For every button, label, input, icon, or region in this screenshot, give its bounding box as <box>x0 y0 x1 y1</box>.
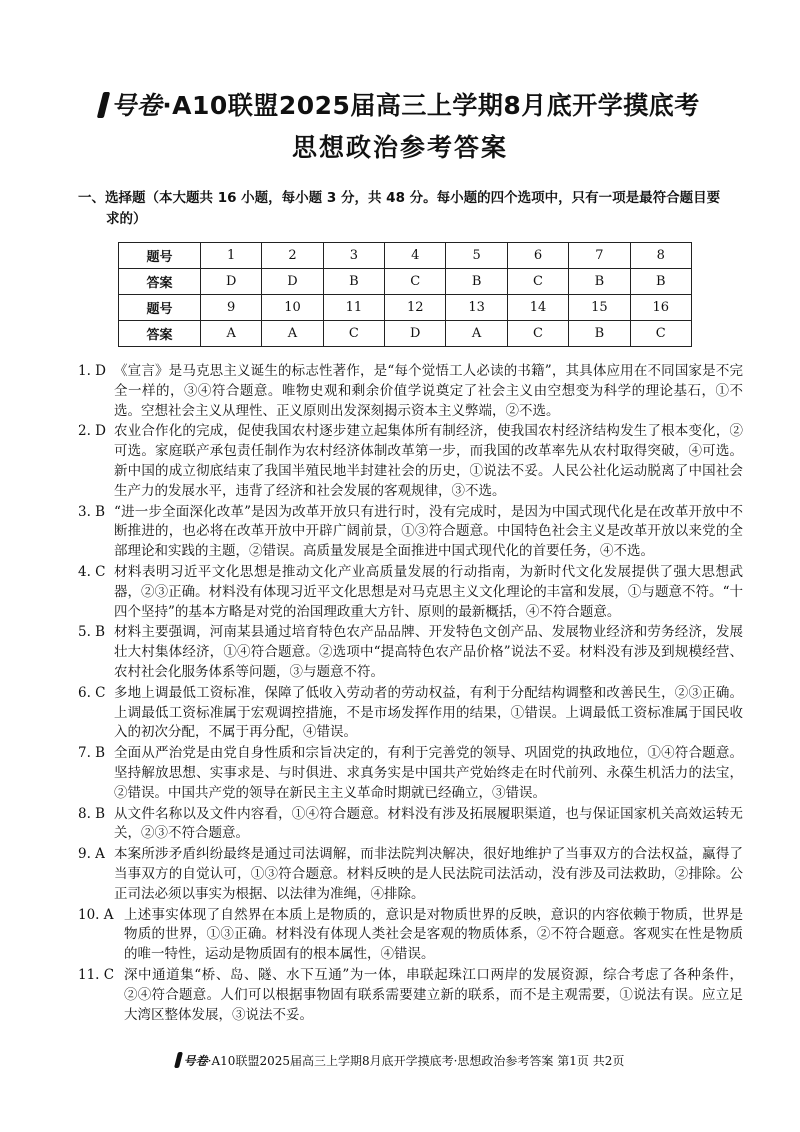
answer-table <box>118 242 692 347</box>
item-text: 从文件名称以及文件内容看，①④符合题意。材料没有涉及拓展履职渠道，也与保证国家机关高效运转无关，②③不符合题意。 <box>114 805 743 842</box>
section-heading-line2: 求的） <box>106 211 147 227</box>
item-number: 8. B <box>78 805 106 822</box>
table-cell: 1 <box>201 243 262 269</box>
list-item <box>78 744 743 803</box>
list-item <box>78 422 743 501</box>
table-cell: 6 <box>507 243 568 269</box>
row-header: 答案 <box>119 269 201 295</box>
title-main: ·A10联盟2025届高三上学期8月底开学摸底考 <box>162 91 700 120</box>
item-text: 农业合作化的完成，促使我国农村逐步建立起集体所有制经济，使我国农村经济结构发生了根本变化，②可选。家庭联产承包责任制作为农村经济体制改革第一步，而我国的改革率先从农村取得突破，④可选。新中国的成立彻底结束了我国半殖民地半封建社会的历史，①说法不妥。人民公社化运动脱离了中国社会生产力的发展水平，违背了经济和社会发展的客观规律，③不选。 <box>114 423 743 499</box>
item-text: 本案所涉矛盾纠纷最终是通过司法调解，而非法院判决解决，很好地维护了当事双方的合法权益，赢得了当事双方的自觉认可，①③符合题意。材料反映的是人民法院司法活动，没有涉及司法救助，②排除。公正司法必须以事实为根据、以法律为准绳，④排除。 <box>114 846 743 902</box>
table-cell: D <box>201 269 262 295</box>
logo-bar-icon <box>97 92 110 118</box>
item-text: 上述事实体现了自然界在本质上是物质的，意识是对物质世界的反映，意识的内容依赖于物质，世界是物质的世界，①③正确。材料没有体现人类社会是客观的物质体系，②不符合题意。客观实在性是物质的唯一特性，运动是物质固有的根本属性，④错误。 <box>124 906 743 963</box>
footer-logo-text: 号卷 <box>183 1054 208 1068</box>
table-cell: 7 <box>569 243 630 269</box>
table-cell: C <box>630 321 691 347</box>
answer-row-2 <box>119 321 692 347</box>
explanation-list <box>78 362 743 1026</box>
table-cell: 12 <box>385 295 446 321</box>
page-subtitle: 思想政治参考答案 <box>291 133 508 162</box>
table-cell: C <box>323 321 384 347</box>
table-cell: 16 <box>630 295 691 321</box>
item-text: 《宣言》是马克思主义诞生的标志性著作，是“每个觉悟工人必读的书籍”，其具体应用在不同国家是不完全一样的，③④符合题意。唯物史观和剩余价值学说奠定了社会主义由空想变为科学的理论基石，①不选。空想社会主义从理性、正义原则出发深刻揭示资本主义弊端，②不选。 <box>114 363 743 419</box>
item-number: 2. D <box>78 423 106 440</box>
table-cell: 13 <box>446 295 507 321</box>
table-cell: 15 <box>569 295 630 321</box>
table-cell: 3 <box>323 243 384 269</box>
table-cell: B <box>569 321 630 347</box>
table-cell: 8 <box>630 243 691 269</box>
list-item <box>78 906 743 965</box>
brand-logo <box>100 91 162 120</box>
list-item <box>78 684 743 743</box>
table-cell: C <box>507 269 568 295</box>
list-item <box>78 805 743 845</box>
table-cell: 5 <box>446 243 507 269</box>
table-cell: D <box>385 321 446 347</box>
item-number: 5. B <box>78 624 106 641</box>
item-number: 6. C <box>78 684 106 701</box>
question-row-1 <box>119 243 692 269</box>
item-number: 10. A <box>78 906 114 923</box>
table-cell: B <box>569 269 630 295</box>
table-cell: D <box>262 269 323 295</box>
table-cell: A <box>262 321 323 347</box>
row-header: 题号 <box>119 243 201 269</box>
list-item <box>78 503 743 562</box>
list-item <box>78 966 743 1025</box>
answer-row-1 <box>119 269 692 295</box>
table-cell: B <box>630 269 691 295</box>
table-cell: 10 <box>262 295 323 321</box>
table-cell: C <box>385 269 446 295</box>
question-row-2 <box>119 295 692 321</box>
item-number: 11. C <box>78 966 115 983</box>
table-cell: 4 <box>385 243 446 269</box>
footer-logo-icon <box>174 1052 183 1068</box>
table-cell: 14 <box>507 295 568 321</box>
table-cell: 2 <box>262 243 323 269</box>
item-text: 全面从严治党是由党自身性质和宗旨决定的，有利于完善党的领导、巩固党的执政地位，①④符合题意。坚持解放思想、实事求是、与时俱进、求真务实是中国共产党始终走在时代前列、永葆生机活力的法宝，②错误。中国共产党的领导在新民主主义革命时期就已经确立，③错误。 <box>114 745 743 801</box>
list-item <box>78 362 743 421</box>
section-heading <box>78 188 743 230</box>
table-cell: B <box>323 269 384 295</box>
item-text: “进一步全面深化改革”是因为改革开放只有进行时，没有完成时，是因为中国式现代化是在改革开放中不断推进的，也必将在改革开放中开辟广阔前景，①③符合题意。中国特色社会主义是改革开放以来党的全部理论和实践的主题，②错误。高质量发展是全面推进中国式现代化的首要任务，④不选。 <box>114 503 743 560</box>
list-item <box>78 623 743 682</box>
item-number: 9. A <box>78 846 105 863</box>
table-cell: A <box>446 321 507 347</box>
page-footer <box>0 1052 800 1069</box>
footer-text: ·A10联盟2025届高三上学期8月底开学摸底考·思想政治参考答案 第1页 共2页 <box>207 1054 625 1068</box>
table-cell: 11 <box>323 295 384 321</box>
page-title <box>0 86 800 122</box>
item-number: 3. B <box>78 503 106 520</box>
item-text: 材料主要强调，河南某县通过培育特色农产品品牌、开发特色文创产品、发展物业经济和劳务经济，发展壮大村集体经济，①④符合题意。②选项中“提高特色农产品价格”说法不妥。材料没有涉及到规模经营、农村社会化服务体系等问题，③与题意不符。 <box>114 624 743 680</box>
item-text: 深中通道集“桥、岛、隧、水下互通”为一体，串联起珠江口两岸的发展资源，综合考虑了各种条件，②④符合题意。人们可以根据事物固有联系需要建立新的联系，而不是主观需要，①说法有误。应立足大湾区整体发展，③说法不妥。 <box>124 966 743 1023</box>
list-item <box>78 845 743 904</box>
item-number: 1. D <box>78 363 106 379</box>
row-header: 题号 <box>119 295 201 321</box>
table-cell: 9 <box>201 295 262 321</box>
item-number: 4. C <box>78 563 106 580</box>
item-number: 7. B <box>78 745 106 762</box>
logo-text: 号卷 <box>111 91 163 120</box>
section-heading-line1: 一、选择题（本大题共 16 小题，每小题 3 分，共 48 分。每小题的四个选项中，只有一项是最符合题目要 <box>78 190 721 206</box>
item-text: 材料表明习近平文化思想是推动文化产业高质量发展的行动指南，为新时代文化发展提供了强大思想武器，②③正确。材料没有体现习近平文化思想是对马克思主义文化理论的丰富和发展，①与题意不符。“十四个坚持”的基本方略是对党的治国理政重大方针、原则的最新概括，④不符合题意。 <box>114 563 743 620</box>
list-item <box>78 563 743 622</box>
table-cell: B <box>446 269 507 295</box>
table-cell: C <box>507 321 568 347</box>
row-header: 答案 <box>119 321 201 347</box>
item-text: 多地上调最低工资标准，保障了低收入劳动者的劳动权益，有利于分配结构调整和改善民生，②③正确。上调最低工资标准属于宏观调控措施，不是市场发挥作用的结果，①错误。上调最低工资标准属于国民收入的初次分配，不属于再分配，④错误。 <box>114 684 743 741</box>
table-cell: A <box>201 321 262 347</box>
